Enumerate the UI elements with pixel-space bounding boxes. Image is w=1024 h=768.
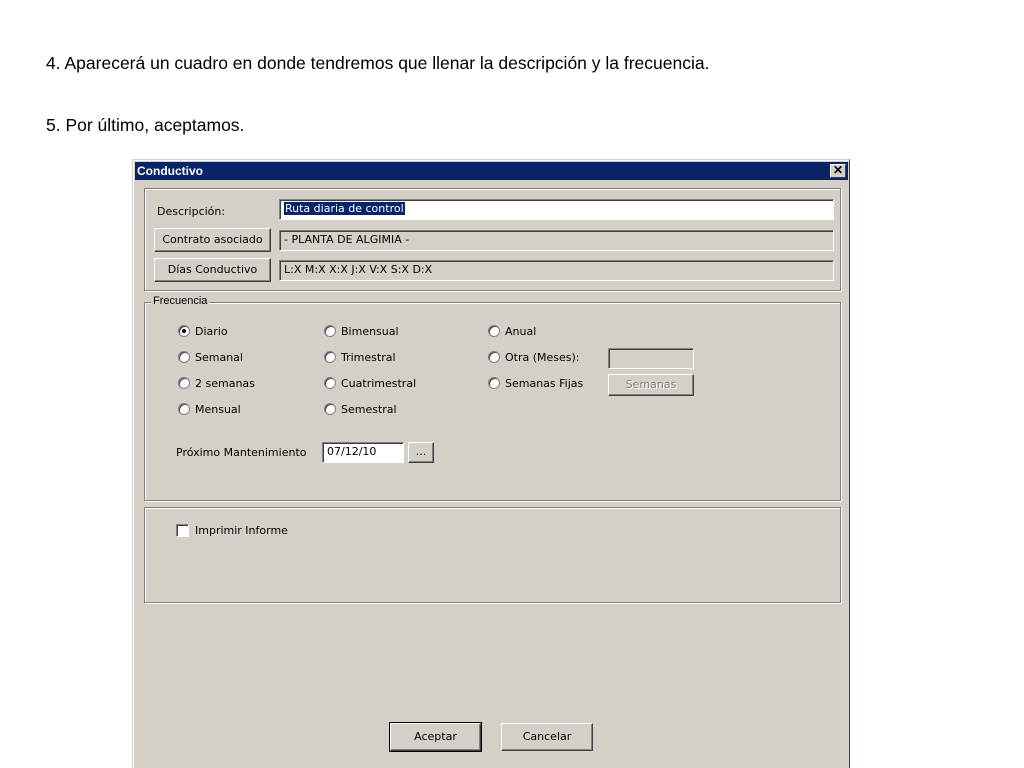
radio-otra-meses-label: Otra (Meses): [505, 351, 580, 364]
radio-semanal-label: Semanal [195, 351, 243, 364]
dias-conductivo-button[interactable]: Días Conductivo [154, 258, 271, 282]
radio-semestral-label: Semestral [341, 403, 397, 416]
radio-mensual[interactable] [178, 403, 190, 415]
radio-2-semanas[interactable] [178, 377, 190, 389]
radio-semanas-fijas-label: Semanas Fijas [505, 377, 584, 390]
radio-trimestral[interactable] [324, 351, 336, 363]
radio-diario-label: Diario [195, 325, 228, 338]
radio-diario[interactable] [178, 325, 190, 337]
radio-otra-meses[interactable] [488, 351, 500, 363]
proximo-mantenimiento-input[interactable]: 07/12/10 [322, 442, 404, 463]
imprimir-informe-checkbox[interactable] [176, 524, 189, 537]
aceptar-button[interactable]: Aceptar [390, 723, 481, 751]
radio-cuatrimestral-label: Cuatrimestral [341, 377, 417, 390]
frecuencia-group [144, 295, 841, 501]
contrato-asociado-button[interactable]: Contrato asociado [154, 228, 271, 252]
radio-mensual-label: Mensual [195, 403, 241, 416]
conductivo-dialog [133, 160, 849, 768]
close-icon[interactable]: ✕ [830, 164, 846, 178]
dias-field: L:X M:X X:X J:X V:X S:X D:X [279, 260, 834, 281]
descripcion-input[interactable] [279, 199, 834, 220]
imprimir-informe-label: Imprimir Informe [195, 524, 288, 537]
step-5-text: 5. Por último, aceptamos. [46, 115, 245, 135]
radio-semanal[interactable] [178, 351, 190, 363]
radio-semestral[interactable] [324, 403, 336, 415]
radio-anual[interactable] [488, 325, 500, 337]
cancelar-button[interactable]: Cancelar [501, 723, 593, 751]
proximo-mantenimiento-label: Próximo Mantenimiento [176, 446, 307, 459]
contrato-field: - PLANTA DE ALGIMIA - [279, 230, 834, 251]
radio-trimestral-label: Trimestral [341, 351, 396, 364]
general-group [144, 188, 841, 291]
radio-anual-label: Anual [505, 325, 537, 338]
frecuencia-legend: Frecuencia [153, 295, 208, 307]
imprimir-group [144, 507, 841, 603]
semanas-button[interactable]: Semanas [608, 374, 694, 396]
otra-meses-input[interactable] [608, 348, 694, 369]
dialog-titlebar[interactable] [135, 162, 848, 180]
radio-semanas-fijas[interactable] [488, 377, 500, 389]
dialog-title: Conductivo [137, 164, 203, 178]
descripcion-label: Descripción: [157, 205, 226, 218]
date-picker-button[interactable]: ... [408, 442, 434, 463]
radio-cuatrimestral[interactable] [324, 377, 336, 389]
radio-selected-dot [182, 329, 186, 333]
radio-bimensual[interactable] [324, 325, 336, 337]
descripcion-value: Ruta diaria de control [285, 202, 404, 215]
radio-2-semanas-label: 2 semanas [195, 377, 255, 390]
radio-bimensual-label: Bimensual [341, 325, 399, 338]
step-4-text: 4. Aparecerá un cuadro en donde tendremos que llenar la descripción y la frecuencia. [46, 53, 710, 73]
